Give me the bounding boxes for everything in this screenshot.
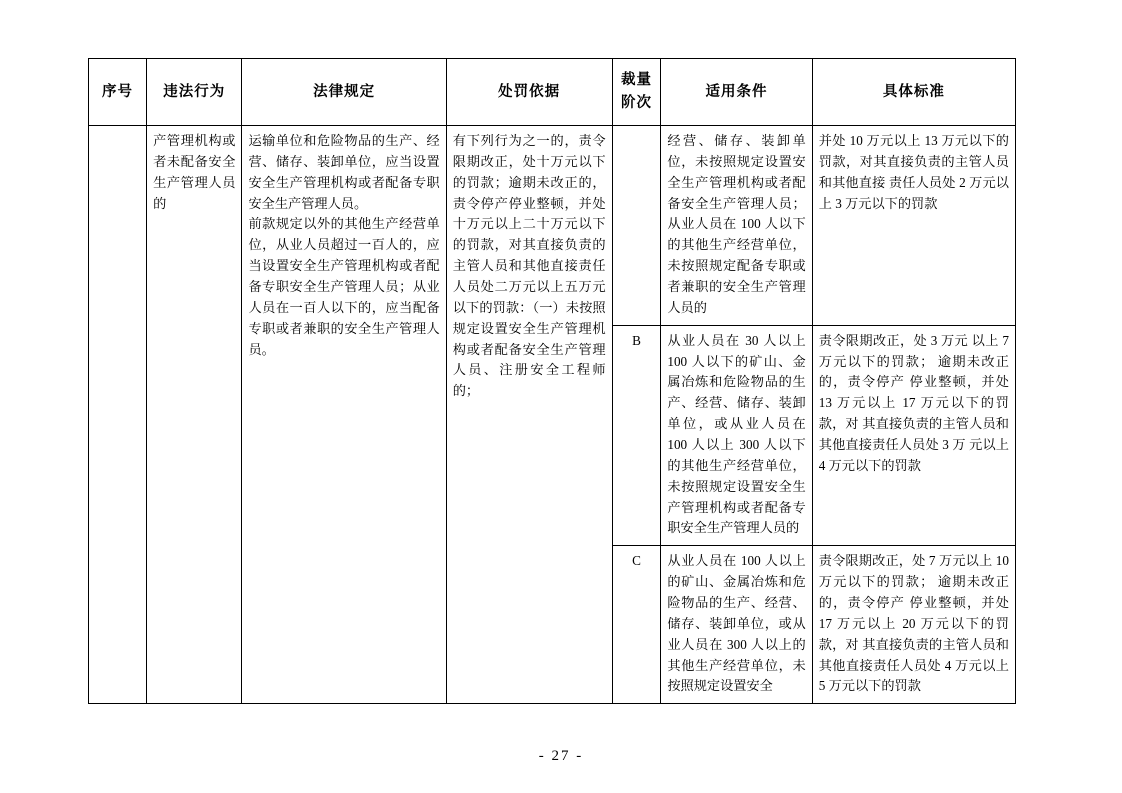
cell-specific-standard-c: 责令限期改正，处 7 万元以上 10 万元以下的罚款； 逾期未改正的，责令停产 停业整顿，并处 17 万元以上 20 万元以下的罚款，对 其直接负责的主管人员和 其他直接责任人员处 4 万元以上 5 万元以下的罚款 bbox=[812, 546, 1015, 704]
cell-applicable-condition-a: 经营、储存、装卸单位，未按照规定设置安全生产管理机构或者配备安全生产管理人员；从业人员在 100 人以下的其他生产经营单位，未按照规定配备专职或者兼职的安全生产管理人员的 bbox=[661, 126, 812, 326]
column-header-specific-standard: 具体标准 bbox=[812, 59, 1015, 126]
cell-applicable-condition-b: 从业人员在 30 人以上 100 人以下的矿山、金属冶炼和危险物品的生产、经营、储存、装卸单位，或从业人员在 100 人以上 300 人以下的其他生产经营单位，未按照规定设置安全生产管理机构或者配备专职安全生产管理人员的 bbox=[661, 325, 812, 546]
table-row bbox=[89, 126, 1016, 326]
cell-specific-standard-b: 责令限期改正，处 3 万元 以上 7 万元以下的罚款； 逾期未改正的，责令停产 停业整顿，并处 13 万元以上 17 万元以下的罚款，对 其直接负责的主管人员和 其他直接责任人员处 3 万 元以上 4 万元以下的罚款 bbox=[812, 325, 1015, 546]
cell-legal-provision bbox=[242, 126, 446, 704]
column-header-legal-provision: 法律规定 bbox=[242, 59, 446, 126]
cell-applicable-condition-c: 从业人员在 100 人以上的矿山、金属冶炼和危险物品的生产、经营、储存、装卸单位，或从业人员在 300 人以上的其他生产经营单位，未按照规定设置安全 bbox=[661, 546, 812, 704]
legal-provision-paragraph-2: 前款规定以外的其他生产经营单位，从业人员超过一百人的，应当设置安全生产管理机构或者配备专职安全生产管理人员；从业人员在一百人以下的，应当配备专职或者兼职的安全生产管理人员。 bbox=[248, 216, 440, 357]
cell-discretion-level-a bbox=[612, 126, 661, 326]
cell-illegal-act: 产管理机构或者未配备安全生产管理人员的 bbox=[147, 126, 242, 704]
column-header-applicable-condition: 适用条件 bbox=[661, 59, 812, 126]
column-header-illegal-act: 违法行为 bbox=[147, 59, 242, 126]
page-number: - 27 - bbox=[538, 748, 584, 764]
cell-sequence bbox=[89, 126, 147, 704]
column-header-penalty-basis: 处罚依据 bbox=[446, 59, 612, 126]
cell-specific-standard-a: 并处 10 万元以上 13 万元以下的罚款，对其直接负责的主管人员和其他直接 责任人员处 2 万元以上 3 万元以下的罚款 bbox=[812, 126, 1015, 326]
table-body bbox=[89, 126, 1016, 704]
cell-discretion-level-b: B bbox=[612, 325, 661, 546]
column-header-sequence: 序号 bbox=[89, 59, 147, 126]
table-header-row bbox=[89, 59, 1016, 126]
table-header bbox=[89, 59, 1016, 126]
legal-provision-paragraph-1: 运输单位和危险物品的生产、经营、储存、装卸单位，应当设置安全生产管理机构或者配备专职安全生产管理人员。 bbox=[248, 133, 440, 211]
cell-penalty-basis: 有下列行为之一的，责令限期改正，处十万元以下的罚款；逾期未改正的，责令停产停业整顿，并处十万元以上二十万元以下的罚款，对其直接负责的主管人员和其他直接责任人员处二万元以上五万元以下的罚款：（一）未按照规定设置安全生产管理机构或者配备安全生产管理人员、注册安全工程师的； bbox=[446, 126, 612, 704]
column-header-discretion-level: 裁量阶次 bbox=[612, 59, 661, 126]
cell-discretion-level-c: C bbox=[612, 546, 661, 704]
discretion-standard-table bbox=[88, 58, 1016, 704]
